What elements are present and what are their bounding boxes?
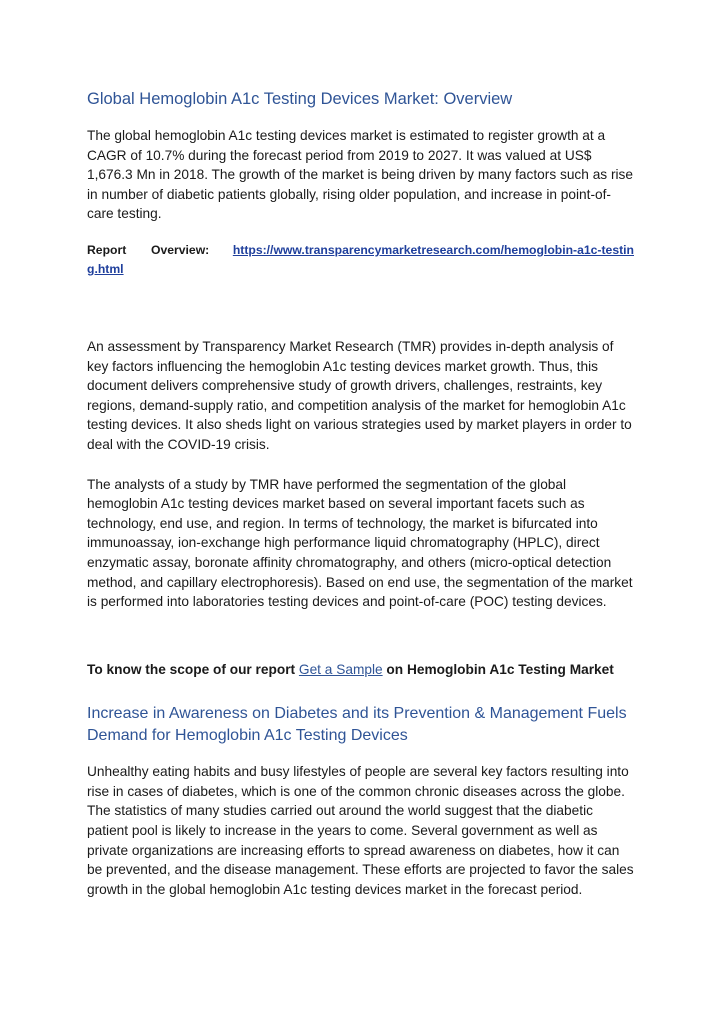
sample-prefix: To know the scope of our report <box>87 661 299 677</box>
spacer <box>87 612 634 660</box>
report-overview-label: Report Overview: <box>87 242 210 257</box>
spacer <box>87 455 634 475</box>
report-overview-link[interactable]: https://www.transparencymarketresearch.com/hemoglobin-a1c-testing.html <box>87 242 634 276</box>
sample-cta <box>87 660 634 680</box>
spacer <box>87 279 634 337</box>
report-overview-line <box>87 241 634 279</box>
overview-heading: Global Hemoglobin A1c Testing Devices Market: Overview <box>87 90 513 108</box>
segmentation-paragraph: The analysts of a study by TMR have performed the segmentation of the global hemoglobin A1c testing devices market based on several important facets such as technology, end use, and region. In terms of technology, the market is bifurcated into immunoassay, ion-exchange high performance liquid chromatography (HPLC), direct enzymatic assay, boronate affinity chromatography, and others (micro-optical detection method, and capillary electrophoresis). Based on end use, the segmentation of the market is performed into laboratories testing devices and point-of-care (POC) testing devices. <box>87 476 633 610</box>
sample-suffix: on Hemoglobin A1c Testing Market <box>382 661 614 677</box>
assessment-paragraph: An assessment by Transparency Market Research (TMR) provides in-depth analysis of key factors influencing the hemoglobin A1c testing devices market growth. Thus, this document delivers comprehensive study of growth drivers, challenges, restraints, key regions, demand-supply ratio, and competition analysis of the market for hemoglobin A1c testing devices. It also sheds light on various strategies used by market players in order to deal with the COVID-19 crisis. <box>87 338 632 452</box>
awareness-heading: Increase in Awareness on Diabetes and its Prevention & Management Fuels Demand for Hemoglobin A1c Testing Devices <box>87 705 627 745</box>
awareness-paragraph: Unhealthy eating habits and busy lifestyles of people are several key factors resulting into rise in cases of diabetes, which is one of the common chronic diseases across the globe. The statistics of many studies carried out around the world suggest that the diabetic patient pool is likely to increase in the years to come. Several government as well as private organizations are increasing efforts to spread awareness on diabetes, how it can be prevented, and the disease management. These efforts are projected to favor the sales growth in the global hemoglobin A1c testing devices market in the forecast period. <box>87 764 634 897</box>
get-sample-link[interactable]: Get a Sample <box>298 661 383 677</box>
overview-paragraph: The global hemoglobin A1c testing devices market is estimated to register growth at a CAGR of 10.7% during the forecast period from 2019 to 2027. It was valued at US$ 1,676.3 Mn in 2018. The growth of the market is being driven by many factors such as rise in number of diabetic patients globally, rising older population, and increase in point-of-care testing. <box>87 128 634 222</box>
